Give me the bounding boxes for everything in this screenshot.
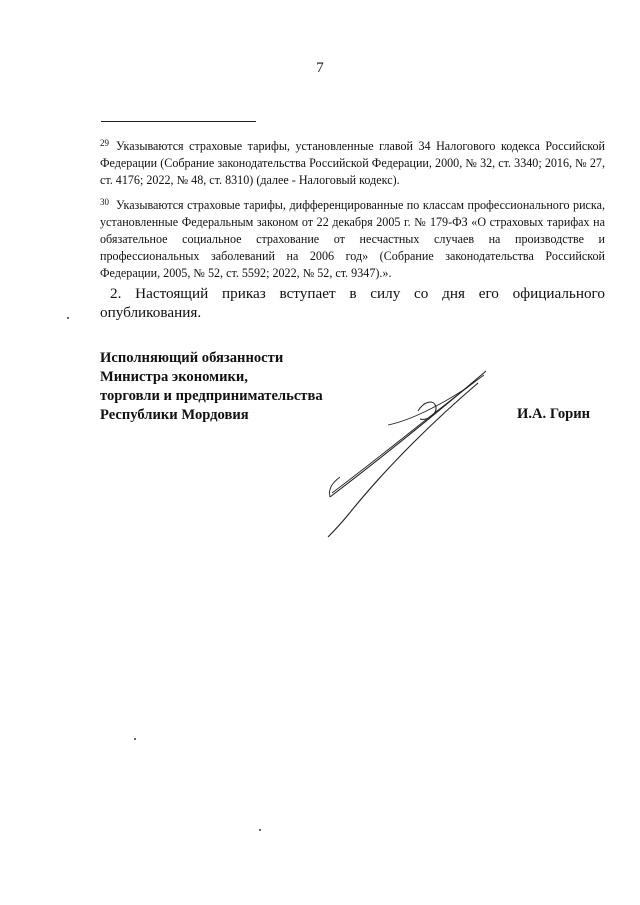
footnote-text: Указываются страховые тарифы, установленные главой 34 Налогового кодекса Российской Федерации (Собрание законодательства Российской Федерации, 2000, № 32, ст. 3340; 2016, № 27, ст. 4176; 2022, № 48, ст. 8310) (далее - Налоговый кодекс). (100, 139, 605, 187)
footnote-separator (101, 121, 256, 122)
footnote-mark: 30 (100, 197, 109, 207)
signer-title-line: торговли и предпринимательства (100, 388, 323, 404)
page-number: 7 (316, 60, 324, 76)
order-clause-2: 2. Настоящий приказ вступает в силу со дня его официального опубликования. (100, 285, 605, 321)
footnote-30 (100, 194, 605, 282)
signer-title-line: Республики Мордовия (100, 407, 249, 423)
signer-title-line: Министра экономики, (100, 369, 248, 385)
footnote-text: Указываются страховые тарифы, дифференцированные по классам профессионального риска, установленные Федеральным законом от 22 декабря 2005 г. № 179-ФЗ «О страховых тарифах на обязательное социальное страхование от несчастных случаев на производстве и профессиональных заболеваний на 2006 год» (Собрание законодательства Российской Федерации, 2005, № 52, ст. 5592; 2022, № 52, ст. 9347).». (100, 198, 605, 280)
footnote-mark: 29 (100, 138, 109, 148)
scan-speck (259, 829, 261, 831)
signer-name: И.А. Горин (517, 406, 591, 422)
handwritten-signature (318, 365, 498, 545)
footnote-29 (100, 135, 605, 189)
scan-speck (134, 738, 136, 740)
signer-title-line: Исполняющий обязанности (100, 350, 284, 366)
scan-speck (67, 317, 69, 319)
